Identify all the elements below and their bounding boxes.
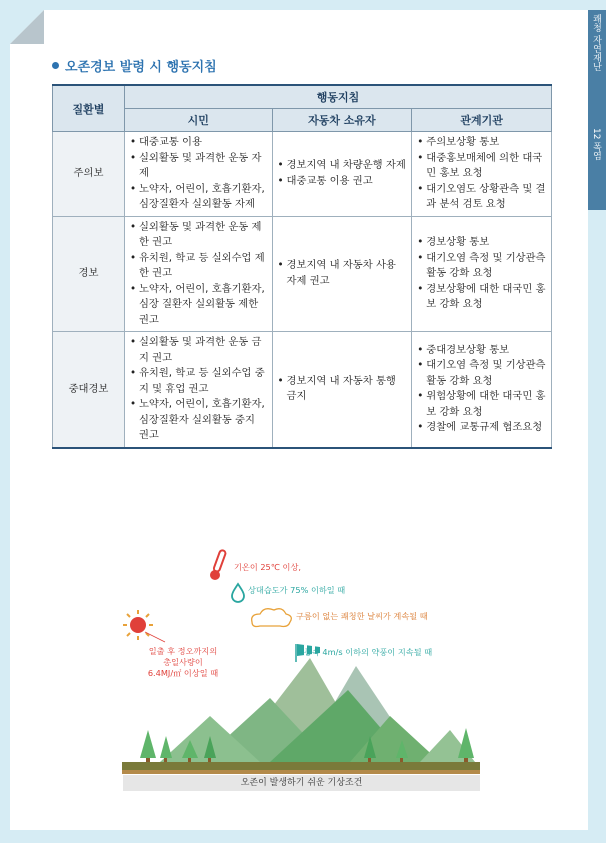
row-label: 경보 xyxy=(53,216,125,332)
list-item: • 경보지역 내 차량운행 자제 xyxy=(278,158,407,174)
cell-agency xyxy=(412,216,552,332)
section-title-text: 오존경보 발령 시 행동지침 xyxy=(65,60,217,75)
list-item: • 실외활동 및 과격한 운동 제한 권고 xyxy=(130,220,267,251)
annotation-sun xyxy=(133,646,233,679)
header-car-owner: 자동차 소유자 xyxy=(272,109,412,132)
header-group: 행동지침 xyxy=(124,85,551,109)
header-citizen: 시민 xyxy=(124,109,272,132)
page-fold-shadow xyxy=(10,10,44,44)
list-item: • 노약자, 어린이, 호흡기환자, 심장 질환자 실외활동 제한 권고 xyxy=(130,282,267,329)
annotation-humidity: 상대습도가 75% 이하일 때 xyxy=(248,585,346,595)
list-item: • 대중교통 이용 권고 xyxy=(278,174,407,190)
annotation-temperature: 기온이 25℃ 이상, xyxy=(234,562,301,572)
list-item: • 대중교통 이용 xyxy=(130,135,267,151)
cell-agency xyxy=(412,132,552,217)
illustration-caption: 오존이 발생하기 쉬운 기상조건 xyxy=(123,775,480,791)
list-item: • 실외활동 및 과격한 운동 자제 xyxy=(130,151,267,182)
header-agency: 관계기관 xyxy=(412,109,552,132)
cell-citizen xyxy=(124,216,272,332)
list-item: • 노약자, 어린이, 호흡기환자, 심장질환자 실외활동 자제 xyxy=(130,182,267,213)
header-category: 질환별 xyxy=(53,85,125,132)
cell-car xyxy=(272,132,412,217)
list-item: • 경보지역 내 자동차 사용 자제 권고 xyxy=(278,258,407,289)
annotation-wind: 풍속 4m/s 이하의 약풍이 지속될 때 xyxy=(304,647,433,657)
sun-icon xyxy=(123,610,153,640)
annotation-cloud: 구름이 없는 쾌청한 날씨가 계속될 때 xyxy=(296,611,428,621)
table-body xyxy=(53,132,552,448)
list-item: • 경보상황에 대한 대국민 홍보 강화 요청 xyxy=(417,282,546,313)
ozone-guideline-table xyxy=(52,84,552,449)
list-item: • 위험상황에 대한 대국민 홍보 강화 요청 xyxy=(417,389,546,420)
annotation-sun-line: 6.4MJ/㎡ 이상일 때 xyxy=(147,668,219,678)
annotation-sun-line: 일출 후 정오까지의 xyxy=(148,646,218,656)
list-item: • 유치원, 학교 등 실외수업 중지 및 휴업 권고 xyxy=(130,366,267,397)
list-item: • 경보지역 내 자동차 통행 금지 xyxy=(278,374,407,405)
table-row xyxy=(53,216,552,332)
section-title xyxy=(52,56,217,75)
table-row xyxy=(53,332,552,448)
list-item: • 주의보상황 통보 xyxy=(417,135,546,151)
row-label: 주의보 xyxy=(53,132,125,217)
side-tab[interactable] xyxy=(588,10,606,210)
list-item: • 대기오염도 상황관측 및 결과 분석 검토 요청 xyxy=(417,182,546,213)
side-tab-label-chapter: 쾌청 자연재난 xyxy=(591,14,601,71)
annotation-sun-line: 총일사량이 xyxy=(163,657,203,667)
droplet-icon xyxy=(232,584,244,602)
bullet-dot-icon xyxy=(52,62,59,69)
list-item: • 대중홍보매체에 의한 대국민 홍보 요청 xyxy=(417,151,546,182)
thermometer-icon xyxy=(210,550,226,580)
cell-car xyxy=(272,216,412,332)
list-item: • 실외활동 및 과격한 운동 금지 권고 xyxy=(130,335,267,366)
list-item: • 노약자, 어린이, 호흡기환자, 심장질환자 실외활동 중지 권고 xyxy=(130,397,267,444)
cell-citizen xyxy=(124,132,272,217)
list-item: • 경보상황 통보 xyxy=(417,235,546,251)
cell-agency xyxy=(412,332,552,448)
cell-car xyxy=(272,332,412,448)
list-item: • 대기오염 측정 및 기상관측활동 강화 요청 xyxy=(417,358,546,389)
ground xyxy=(122,762,480,770)
list-item: • 유치원, 학교 등 실외수업 제한 권고 xyxy=(130,251,267,282)
list-item: • 중대경보상황 통보 xyxy=(417,343,546,359)
table-row xyxy=(53,132,552,217)
list-item: • 대기오염 측정 및 기상관측 활동 강화 요청 xyxy=(417,251,546,282)
cloud-icon xyxy=(252,609,292,627)
row-label: 중대경보 xyxy=(53,332,125,448)
side-tab-label-section: 12 폭염 xyxy=(591,128,601,161)
cell-citizen xyxy=(124,332,272,448)
list-item: • 경찰에 교통규제 협조요청 xyxy=(417,420,546,436)
